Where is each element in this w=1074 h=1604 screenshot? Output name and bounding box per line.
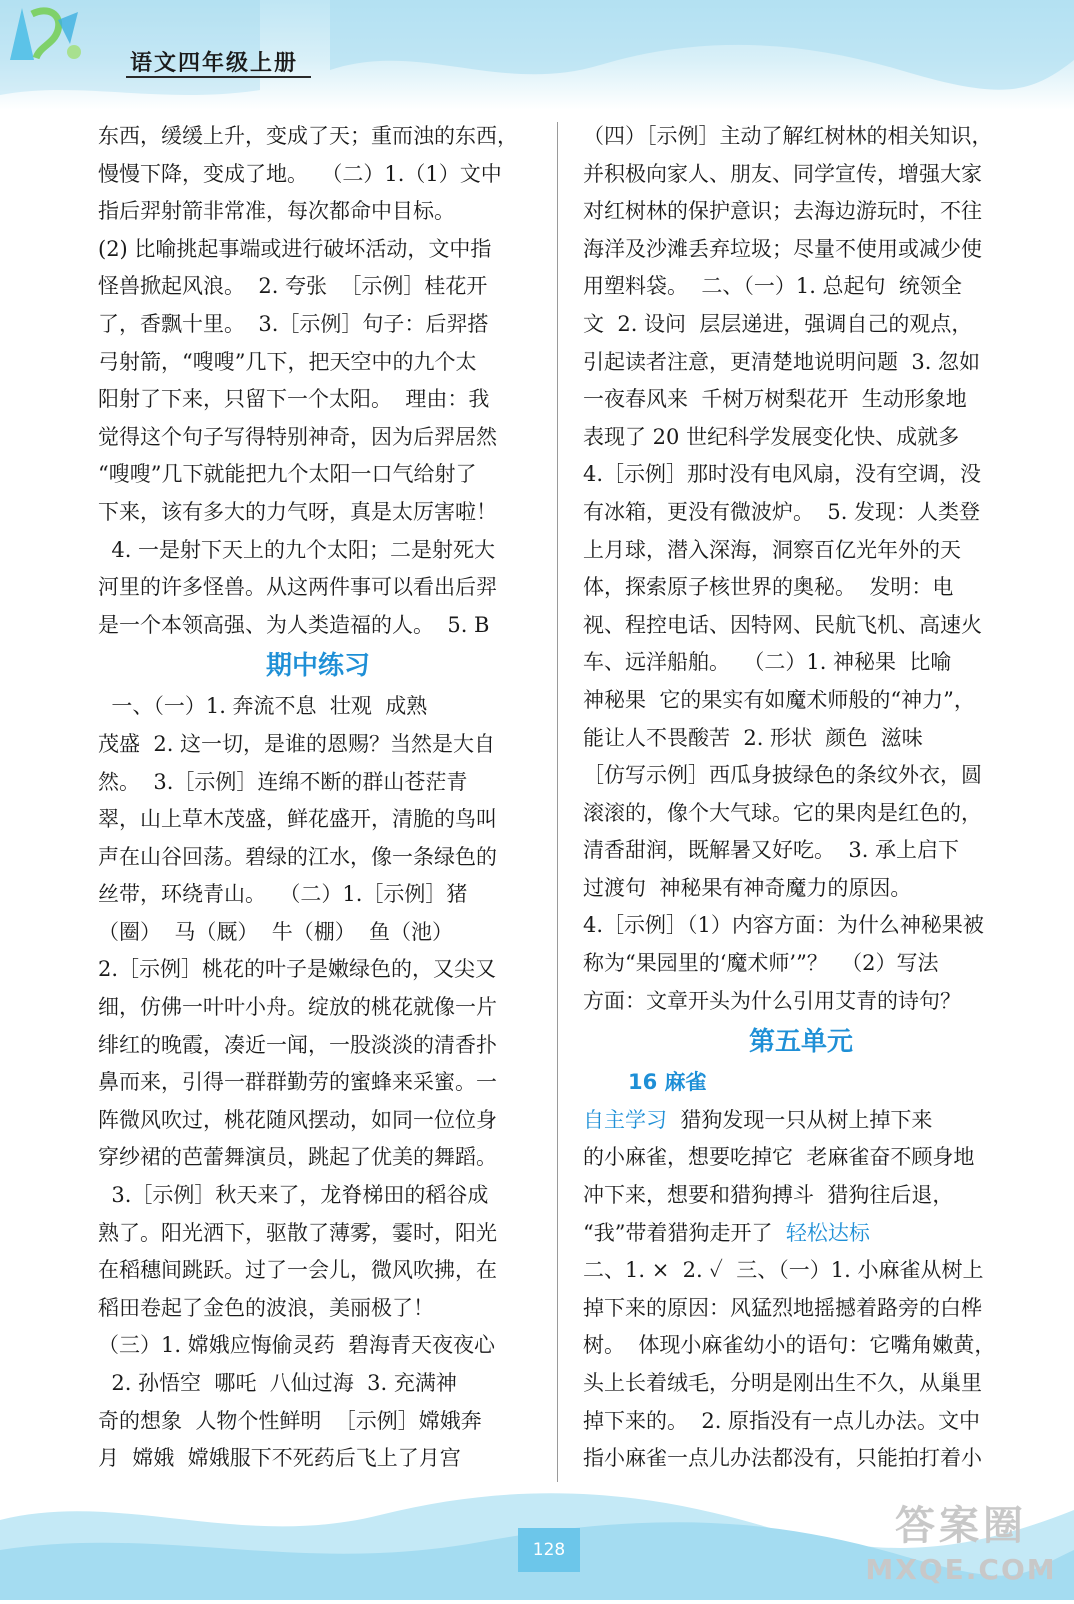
answer-line [583,456,1019,494]
answer-text: 下来，该有多大的力气呀，真是太厉害啦！ [98,499,497,524]
answer-line [98,1365,538,1403]
answer-text: 清香甜润，既解暑又好吃。 3. 承上启下 [583,838,960,863]
answer-text: 冲下来，想要和猎狗搏斗 猎狗往后退， [583,1183,954,1208]
answer-line [98,231,538,269]
answer-line [583,870,1019,908]
answer-line [583,1177,1019,1215]
answer-line [583,1290,1019,1328]
answer-text: 车、远洋船舶。 （二）1. 神秘果 比喻 [583,650,952,675]
answer-text: 对红树林的保护意识；去海边游玩时，不往 [583,199,982,224]
answer-text: 体，探索原子核世界的奥秘。 发明：电 [583,575,954,600]
answer-line [583,231,1019,269]
answer-line [98,268,538,306]
answer-text: 穿纱裙的芭蕾舞演员，跳起了优美的舞蹈。 [98,1145,497,1170]
answer-line [583,1327,1019,1365]
answer-line [583,1102,1019,1140]
answer-line [98,494,538,532]
answer-line [583,1440,1019,1478]
section-label: 轻松达标 [785,1220,870,1245]
answer-line [98,801,538,839]
answer-line [98,688,538,726]
answer-line [98,381,538,419]
answer-line [583,268,1019,306]
column-divider [557,122,558,1482]
answer-line [98,344,538,382]
answer-line [583,983,1019,1021]
answer-line [583,193,1019,231]
answer-text: 稻田卷起了金色的波浪，美丽极了！ [98,1295,434,1320]
answer-text: （圈） 马（厩） 牛（棚） 鱼（池） [98,919,454,944]
answer-text: 掉下来的。 2. 原指没有一点儿办法。文中 [583,1408,981,1433]
answer-text: 树。 体现小麻雀幼小的语句：它嘴角嫩黄， [583,1333,996,1358]
answer-line [98,607,538,645]
answer-text: 慢慢下降，变成了地。 （二）1.（1）文中 [98,161,502,186]
answer-line [98,306,538,344]
answer-line [98,1177,538,1215]
answer-text: 觉得这个句子写得特别神奇，因为后羿居然 [98,424,497,449]
answer-line [583,907,1019,945]
answer-line [98,1252,538,1290]
answer-text: 引起读者注意，更清楚地说明问题 3. 忽如 [583,349,981,374]
answer-line [583,607,1019,645]
answer-line [583,757,1019,795]
answer-line [98,569,538,607]
answer-text: 怪兽掀起风浪。 2. 夸张 ［示例］桂花开 [98,274,488,299]
answer-line [583,945,1019,983]
answer-line [583,306,1019,344]
answer-text: 二、1. × 2. ✓ 三、（一）1. 小麻雀从树上 [583,1258,984,1283]
answer-text: 并积极向家人、朋友、同学宣传，增强大家 [583,161,982,186]
logo-icon [0,0,90,70]
answer-text: 文 2. 设问 层层递进，强调自己的观点， [583,311,973,336]
answer-text: 丝带，环绕青山。 （二）1.［示例］猪 [98,882,468,907]
answer-line [583,419,1019,457]
answer-text: 指后羿射箭非常准，每次都命中目标。 [98,199,455,224]
book-title: 语文四年级上册 [130,50,299,76]
answer-line [98,1327,538,1365]
answer-text: 头上长着绒毛，分明是刚出生不久，从巢里 [583,1371,982,1395]
answer-line [583,1403,1019,1441]
answer-line [98,951,538,989]
answer-text: 东西，缓缓上升，变成了天；重而浊的东西， [98,124,518,148]
answer-text: 掉下来的原因：风猛烈地摇撼着路旁的白桦 [583,1295,982,1320]
answer-text: 视、程控电话、因特网、民航飞机、高速火 [583,612,982,637]
answer-text: 是一个本领高强、为人类造福的人。 5. B [98,612,490,637]
answer-text: 方面：文章开头为什么引用艾青的诗句？ [583,988,961,1013]
answer-text: 4.［示例］那时没有电风扇，没有空调，没 [583,462,982,487]
answer-text: 阳射了下来，只留下一个太阳。 理由：我 [98,387,490,412]
answer-line [583,720,1019,758]
answer-text: 在稻穗间跳跃。过了一会儿，微风吹拂，在 [98,1258,497,1283]
answer-text: 河里的许多怪兽。从这两件事可以看出后羿 [98,575,497,600]
answer-text: 用塑料袋。 二、（一）1. 总起句 统领全 [583,274,962,299]
answer-line [98,839,538,877]
answer-line [583,156,1019,194]
page-number: 128 [518,1528,580,1572]
section-heading: 第五单元 [748,1027,853,1058]
answer-line [98,193,538,231]
answer-text: 上月球，潜入深海，洞察百亿光年外的天 [583,537,961,562]
answer-line [583,1139,1019,1177]
answer-text: 4.［示例］（1）内容方面：为什么神秘果被 [583,913,984,938]
answer-text: （三）1. 嫦娥应悔偷灵药 碧海青天夜夜心 [98,1333,496,1358]
answer-text: 有冰箱，更没有微波炉。 5. 发现：人类登 [583,499,981,524]
answer-text: 3.［示例］秋天来了，龙脊梯田的稻谷成 [98,1183,489,1208]
answer-text: 细，仿佛一叶叶小舟。绽放的桃花就像一片 [98,995,497,1020]
answer-text: 指小麻雀一点儿办法都没有，只能拍打着小 [583,1446,982,1471]
answer-line [98,764,538,802]
answer-text: ［仿写示例］西瓜身披绿色的条纹外衣，圆 [583,763,982,788]
answer-line [98,876,538,914]
answer-line [98,1290,538,1328]
answer-text: 阵微风吹过，桃花随风摆动，如同一位位身 [98,1107,497,1132]
answer-line [98,726,538,764]
answer-text: 声在山谷回荡。碧绿的江水，像一条绿色的 [98,844,497,869]
answer-line [583,381,1019,419]
answer-line [98,1102,538,1140]
answer-line [583,494,1019,532]
lesson-title: 16 麻雀 [628,1070,707,1095]
answer-line [98,1403,538,1441]
answer-text: 熟了。阳光洒下，驱散了薄雾，霎时，阳光 [98,1220,497,1245]
answer-text: 能让人不畏酸苦 2. 形状 颜色 滋味 [583,725,923,750]
answer-text: 2. 孙悟空 哪吒 八仙过海 3. 充满神 [98,1371,457,1395]
answer-text: 翠，山上草木茂盛，鲜花盛开，清脆的鸟叫 [98,807,497,832]
answer-line [583,682,1019,720]
answer-text: 4. 一是射下天上的九个太阳；二是射死大 [98,537,496,562]
answer-text: 一夜春风来 千树万树梨花开 生动形象地 [583,387,967,412]
answer-text: 猎狗发现一只从树上掉下来 [667,1107,933,1132]
answer-line [583,118,1019,156]
answer-text: 了，香飘十里。 3.［示例］句子：后羿搭 [98,311,489,336]
answer-line [98,1064,538,1102]
answer-line [98,1139,538,1177]
answer-line [583,569,1019,607]
answer-line [98,456,538,494]
answer-text: 神秘果 它的果实有如魔术师般的“神力”， [583,687,975,712]
answer-text: 一、（一）1. 奔流不息 壮观 成熟 [98,694,428,719]
answer-line [98,419,538,457]
answer-text: 2.［示例］桃花的叶子是嫩绿色的，又尖又 [98,957,497,982]
title-underline [126,76,311,78]
answer-text: 绯红的晚霞，凑近一闻，一股淡淡的清香扑 [98,1032,497,1057]
answer-line [583,1252,1019,1290]
answer-text: (2) 比喻挑起事端或进行破坏活动，文中指 [98,236,492,261]
answer-line [583,1215,1019,1253]
section-label: 自主学习 [583,1107,667,1132]
answer-line [98,1440,538,1478]
right-column [583,118,1019,1478]
answer-text: 过渡句 神秘果有神奇魔力的原因。 [583,875,912,900]
answer-line [583,832,1019,870]
answer-text: 的小麻雀，想要吃掉它 老麻雀奋不顾身地 [583,1145,975,1170]
watermark-bottom: MXQE.COM [865,1553,1057,1586]
section-heading: 期中练习 [265,651,370,682]
answer-text: “嗖嗖”几下就能把九个太阳一口气给射了 [98,462,477,487]
answer-line [583,532,1019,570]
answer-text: 鼻而来，引得一群群勤劳的蜜蜂来采蜜。一 [98,1070,497,1095]
answer-text: 滚滚的，像个大气球。它的果肉是红色的， [583,800,982,825]
answer-line [98,532,538,570]
answer-text: 表现了 20 世纪科学发展变化快、成就多 [583,424,960,449]
left-column [98,118,538,1478]
watermark-top: 答案圈 [895,1503,1027,1549]
watermark [856,1500,1066,1595]
answer-text: 然。 3.［示例］连绵不断的群山苍茫青 [98,769,468,794]
header-band [0,0,1074,110]
answer-text: 弓射箭，“嗖嗖”几下，把天空中的九个太 [98,349,477,374]
answer-text: “我”带着猎狗走开了 [583,1220,786,1245]
answer-line [583,1365,1019,1403]
answer-text: 奇的想象 人物个性鲜明 ［示例］嫦娥奔 [98,1408,482,1433]
answer-text: 月 嫦娥 嫦娥服下不死药后飞上了月宫 [98,1446,461,1471]
answer-text: 称为“果园里的‘魔术师’”？ （2）写法 [583,951,939,976]
answer-line [583,795,1019,833]
answer-line [583,344,1019,382]
answer-line [98,1215,538,1253]
answer-text: 茂盛 2. 这一切，是谁的恩赐？当然是大自 [98,731,496,756]
answer-line [98,989,538,1027]
answer-text: 海洋及沙滩丢弃垃圾；尽量不使用或减少使 [583,236,982,261]
answer-line [98,1027,538,1065]
answer-text: （四）［示例］主动了解红树林的相关知识， [583,124,993,148]
answer-line [583,644,1019,682]
answer-line [98,118,538,156]
answer-line [98,156,538,194]
answer-line [98,914,538,952]
